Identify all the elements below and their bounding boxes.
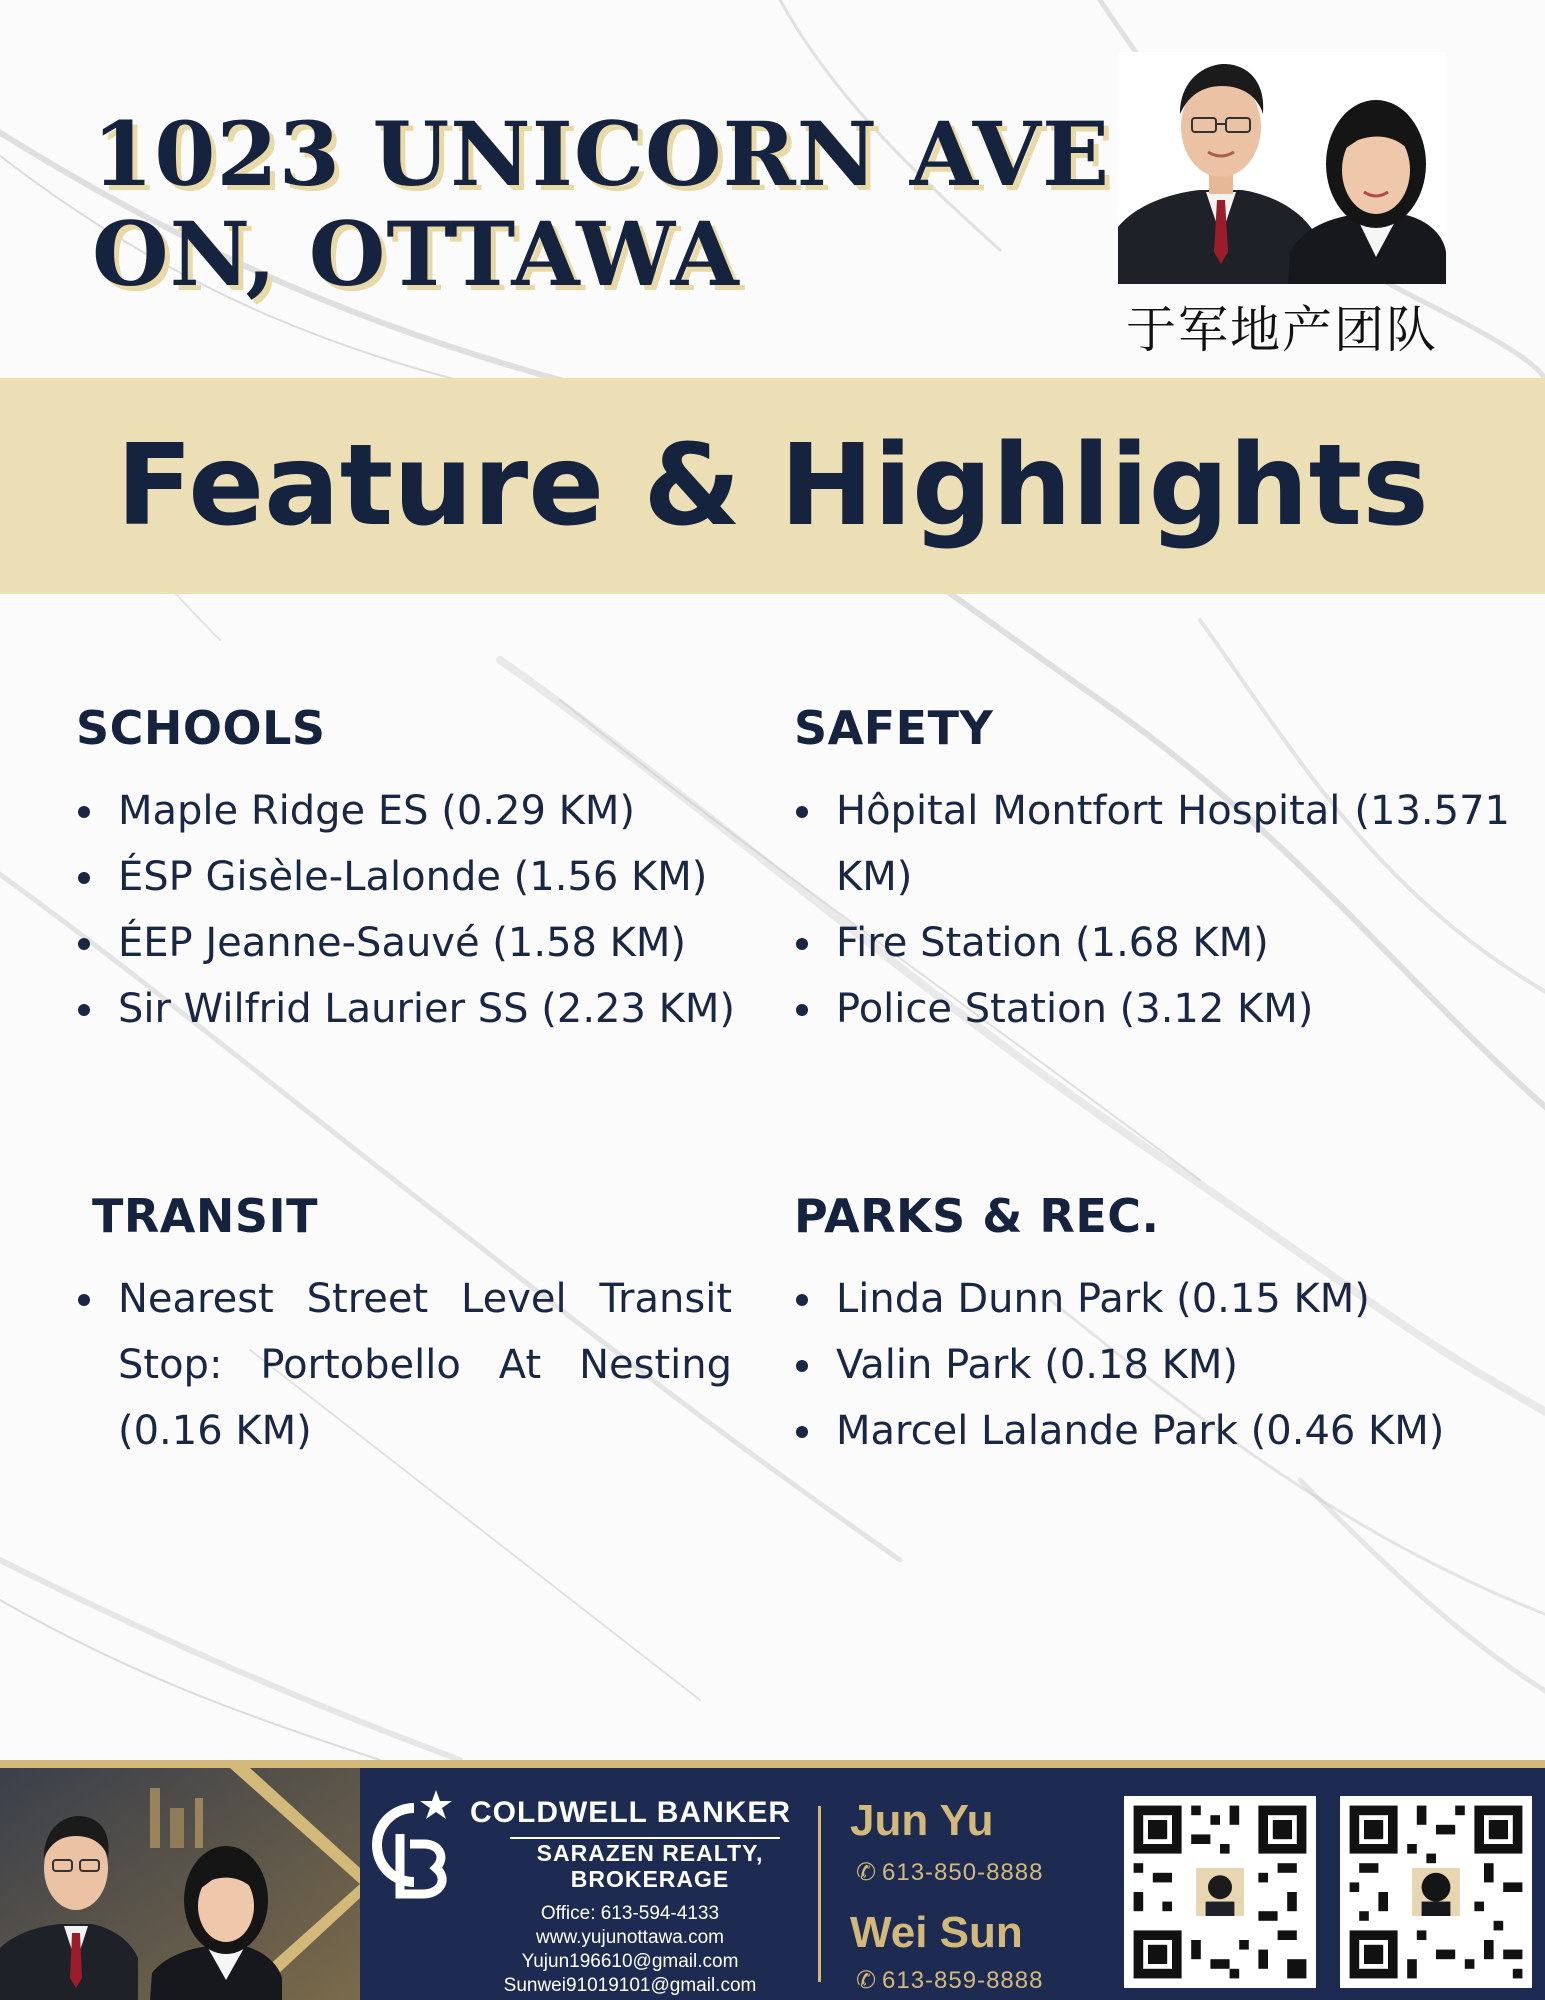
qr-code-agent-2[interactable] [1340,1796,1532,1988]
footer-agents-photo [0,1768,360,2000]
list-item: Maple Ridge ES (0.29 KM) [76,778,776,844]
brokerage-line-2: BROKERAGE [570,1866,730,1892]
phone-icon: ✆ [856,1967,878,1994]
team-name: 于军地产团队 [1126,301,1438,359]
agent-2-phone-number: 613-859-8888 [882,1967,1044,1994]
brand-divider [510,1837,780,1839]
safety-list [794,778,1510,1042]
email-link-2[interactable]: Sunwei91019101@gmail.com [503,1975,757,1996]
list-item: ÉSP Gisèle-Lalonde (1.56 KM) [76,844,776,910]
parks-section [794,1188,1510,1464]
agent-1-name: Jun Yu [850,1796,994,1845]
schools-heading: SCHOOLS [76,701,326,755]
schools-list [76,778,776,1042]
banner-title: Feature & Highlights [116,421,1429,551]
address-line-1: 1023 UNICORN AVE [92,102,1111,206]
address-line-2: ON, OTTAWA [92,202,740,306]
qr-code-agent-1[interactable] [1124,1796,1316,1988]
brokerage-name [500,1840,800,1892]
list-item: Nearest Street Level Transit Stop: Portobello At Nesting (0.16 KM) [76,1266,732,1464]
footer-accent-line [0,1760,1545,1768]
list-item: Hôpital Montfort Hospital (13.571 KM) [794,778,1510,910]
coldwell-banker-logo [352,1786,462,1906]
email-link-1[interactable]: Yujun196610@gmail.com [521,1951,739,1972]
brand-name: COLDWELL BANKER [470,1796,792,1829]
parks-list [794,1266,1510,1464]
footer [0,1760,1545,2000]
transit-heading: TRANSIT [92,1189,319,1243]
safety-heading: SAFETY [794,701,994,755]
property-address [92,104,1110,304]
office-contacts [430,1902,830,1998]
list-item: Marcel Lalande Park (0.46 KM) [794,1398,1510,1464]
list-item: Linda Dunn Park (0.15 KM) [794,1266,1510,1332]
office-phone: Office: 613-594-4133 [540,1903,720,1924]
agent-2-phone[interactable] [856,1966,1043,1995]
phone-icon: ✆ [856,1859,878,1886]
parks-heading: PARKS & REC. [794,1189,1160,1243]
transit-section [92,1188,732,1464]
schools-section [76,700,776,1042]
list-item: Fire Station (1.68 KM) [794,910,1510,976]
transit-list [76,1266,732,1464]
website-link[interactable]: www.yujunottawa.com [536,1927,724,1948]
agent-1-phone-number: 613-850-8888 [882,1859,1044,1886]
list-item: Sir Wilfrid Laurier SS (2.23 KM) [76,976,776,1042]
highlights-banner [0,378,1545,594]
agent-1-phone[interactable] [856,1858,1043,1887]
safety-section [794,700,1510,1042]
list-item: ÉEP Jeanne-Sauvé (1.58 KM) [76,910,776,976]
agent-2-name: Wei Sun [850,1908,1023,1957]
list-item: Valin Park (0.18 KM) [794,1332,1510,1398]
list-item: Police Station (3.12 KM) [794,976,1510,1042]
agents-photo [1118,52,1446,284]
brokerage-line-1: SARAZEN REALTY, [536,1840,764,1866]
footer-divider [818,1806,821,1982]
